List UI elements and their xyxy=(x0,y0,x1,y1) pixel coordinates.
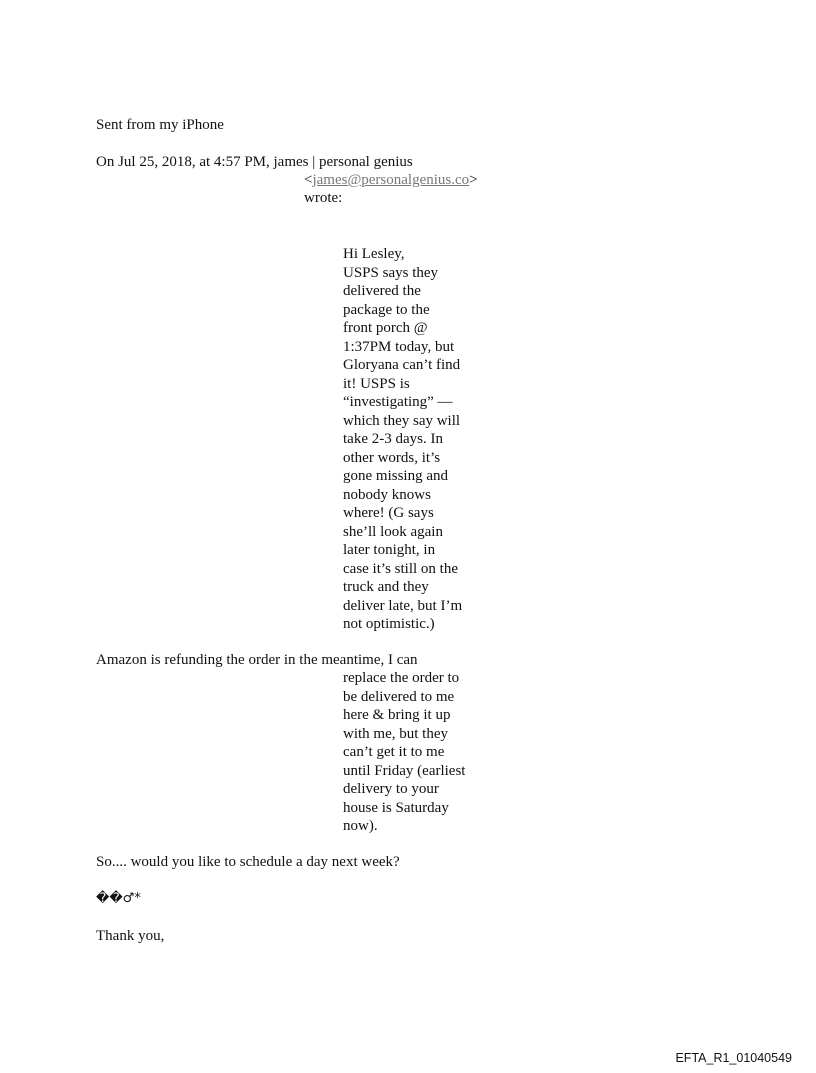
message-line: deliver late, but I’m xyxy=(343,597,463,614)
message-line: delivered the xyxy=(343,283,421,299)
message-line: case it’s still on the xyxy=(343,560,458,577)
question-line: So.... would you like to schedule a day next week? xyxy=(96,854,400,870)
email-open-bracket: < xyxy=(304,172,313,188)
message-line: which they say will xyxy=(343,412,461,429)
message-line: later tonight, in xyxy=(343,542,436,558)
message-line: “investigating” — xyxy=(343,394,453,410)
message-line: replace the order to xyxy=(343,670,460,686)
message-line: house is Saturday xyxy=(343,799,449,816)
message-line: now). xyxy=(343,818,378,834)
message-line: not optimistic.) xyxy=(343,616,435,632)
email-link[interactable]: james@personalgenius.co xyxy=(312,172,470,188)
message-paragraph-2-first-line: Amazon is refunding the order in the meantime, I can xyxy=(96,652,418,668)
message-line: where! (G says xyxy=(343,505,434,521)
message-line: gone missing and xyxy=(343,468,448,484)
message-paragraph-1 xyxy=(343,245,462,634)
message-line: Hi Lesley, xyxy=(343,246,405,262)
message-line: front porch @ xyxy=(343,320,428,336)
message-line: she’ll look again xyxy=(343,523,443,540)
message-line: with me, but they xyxy=(343,725,448,742)
message-line: here & bring it up xyxy=(343,707,451,723)
message-line: Gloryana can’t find xyxy=(343,357,461,373)
message-line: truck and they xyxy=(343,579,429,595)
reply-header-line: On Jul 25, 2018, at 4:57 PM, james | personal genius xyxy=(96,154,413,170)
message-line: can’t get it to me xyxy=(343,744,445,760)
closing-line: Thank you, xyxy=(96,928,165,944)
message-line: USPS says they xyxy=(343,264,439,281)
message-line: be delivered to me xyxy=(343,688,455,705)
message-line: 1:37PM today, but xyxy=(343,338,455,355)
message-line: take 2-3 days. In xyxy=(343,431,443,447)
message-line: other words, it’s xyxy=(343,449,441,466)
message-line: nobody knows xyxy=(343,486,431,503)
reply-header-wrote: wrote: xyxy=(304,190,343,206)
garbled-emoji-line: ��♂* xyxy=(96,891,141,906)
message-line: it! USPS is xyxy=(343,375,410,392)
message-line: delivery to your xyxy=(343,781,439,797)
reply-header-email xyxy=(304,171,478,190)
message-line: until Friday (earliest xyxy=(343,762,466,779)
document-id: EFTA_R1_01040549 xyxy=(675,1051,792,1065)
message-line: package to the xyxy=(343,301,430,318)
message-paragraph-2 xyxy=(343,669,465,836)
email-close-bracket: > xyxy=(469,172,478,188)
signature-line: Sent from my iPhone xyxy=(96,117,224,133)
